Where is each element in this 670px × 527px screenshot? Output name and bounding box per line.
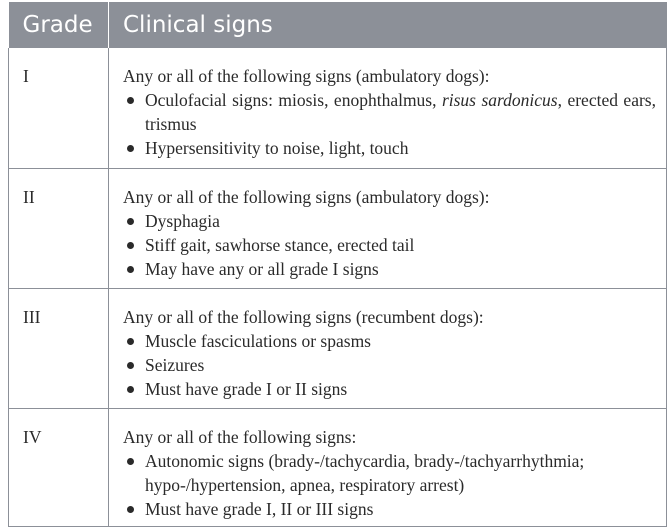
list-item-text: Oculofacial signs: miosis, enophthalmus, — [145, 90, 442, 110]
grade-cell: II — [9, 169, 109, 289]
list-item-text: May have any or all grade I signs — [145, 259, 379, 279]
bullet-icon — [127, 242, 134, 249]
bullet-icon — [127, 218, 134, 225]
list-item-text: Must have grade I or II signs — [145, 379, 348, 399]
list-item-text: Dysphagia — [145, 211, 220, 231]
bullet-icon — [127, 506, 134, 513]
list-item — [123, 497, 656, 521]
list-item — [123, 209, 656, 233]
list-item — [123, 88, 656, 136]
header-clinical-signs: Clinical signs — [109, 2, 667, 48]
bullet-icon — [127, 97, 134, 104]
table-row — [9, 48, 667, 169]
signs-list — [123, 209, 656, 281]
grade-cell: III — [9, 289, 109, 409]
list-item-text: Muscle fasciculations or spasms — [145, 331, 371, 351]
list-item — [123, 257, 656, 281]
bullet-icon — [127, 386, 134, 393]
signs-cell — [109, 169, 667, 289]
list-item — [123, 377, 656, 401]
signs-list — [123, 449, 656, 521]
list-item — [123, 233, 656, 257]
list-item-text: Must have grade I, II or III signs — [145, 499, 374, 519]
list-item — [123, 329, 656, 353]
bullet-icon — [127, 338, 134, 345]
signs-cell — [109, 409, 667, 527]
clinical-signs-table — [8, 2, 667, 527]
table-row — [9, 289, 667, 409]
signs-intro: Any or all of the following signs (ambulatory dogs): — [123, 187, 490, 207]
signs-list — [123, 329, 656, 401]
list-item — [123, 353, 656, 377]
bullet-icon — [127, 145, 134, 152]
bullet-icon — [127, 266, 134, 273]
list-item-italic: risus sardonicus — [441, 90, 558, 110]
table-row — [9, 409, 667, 527]
list-item-text: Autonomic signs (brady-/tachycardia, brady-/tachyarrhythmia; hypo-/hypertension, apnea, respiratory arrest) — [145, 451, 585, 495]
table-row — [9, 169, 667, 289]
signs-cell — [109, 48, 667, 169]
bullet-icon — [127, 458, 134, 465]
header-grade: Grade — [9, 2, 109, 48]
list-item-text: Hypersensitivity to noise, light, touch — [145, 138, 409, 158]
list-item-text: Stiff gait, sawhorse stance, erected tail — [145, 235, 415, 255]
table-header — [9, 2, 667, 48]
signs-intro: Any or all of the following signs: — [123, 427, 357, 447]
signs-intro: Any or all of the following signs (recumbent dogs): — [123, 307, 484, 327]
signs-cell — [109, 289, 667, 409]
list-item-text: Seizures — [145, 355, 205, 375]
signs-intro: Any or all of the following signs (ambulatory dogs): — [123, 66, 490, 86]
bullet-icon — [127, 362, 134, 369]
grade-cell: IV — [9, 409, 109, 527]
list-item-text: , erected ears, trismus — [145, 90, 656, 134]
grade-cell: I — [9, 48, 109, 169]
list-item — [123, 136, 656, 160]
list-item — [123, 449, 656, 497]
signs-list — [123, 88, 656, 160]
table-body — [9, 48, 667, 527]
